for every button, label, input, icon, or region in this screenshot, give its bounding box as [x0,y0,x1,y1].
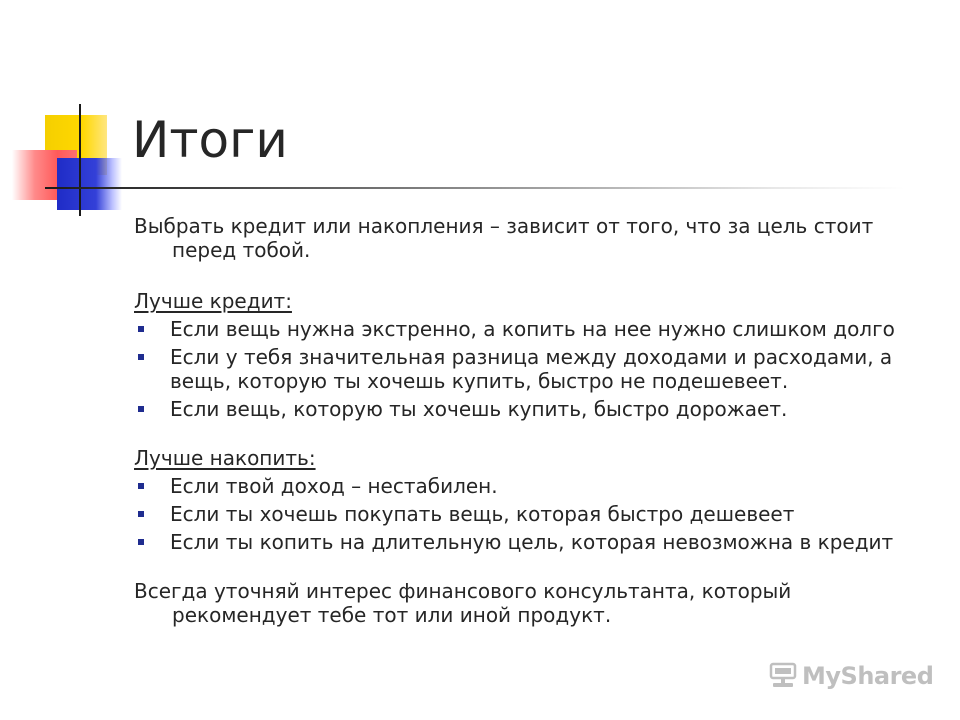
credit-list [134,317,934,421]
bullet-square-icon [138,511,144,517]
watermark-text: MyShared [802,662,934,690]
slide-content [134,214,934,627]
list-item-text: Если ты хочешь покупать вещь, которая быстро дешевеет [170,502,795,526]
savings-list [134,474,934,554]
list-item [134,502,934,526]
bullet-square-icon [138,406,144,412]
list-item [134,397,934,421]
bullet-square-icon [138,326,144,332]
myshared-logo-icon [768,662,798,690]
savings-heading: Лучше накопить: [134,446,316,470]
watermark [768,658,933,694]
list-item [134,345,934,393]
list-item-text: Если вещь, которую ты хочешь купить, быстро дорожает. [170,397,788,421]
decor-vertical-line [79,104,81,216]
bullet-square-icon [138,354,144,360]
list-item [134,530,934,554]
list-item-text: Если вещь нужна экстренно, а копить на нее нужно слишком долго [170,317,895,341]
bullet-square-icon [138,539,144,545]
list-item-text: Если ты копить на длительную цель, которая невозможна в кредит [170,530,894,554]
list-item-text: Если у тебя значительная разница между доходами и расходами, а вещь, которую ты хочешь купить, быстро не подешевеет. [170,345,893,393]
intro-paragraph: Выбрать кредит или накопления – зависит от того, что за цель стоит перед тобой. [134,214,874,262]
bullet-square-icon [138,483,144,489]
list-item [134,474,934,498]
credit-heading: Лучше кредит: [134,289,292,313]
list-item-text: Если твой доход – нестабилен. [170,474,498,498]
title-underline [45,187,905,189]
slide-title: Итоги [132,111,288,169]
list-item [134,317,934,341]
decor-blue-square [57,158,122,210]
footer-paragraph: Всегда уточняй интерес финансового консультанта, который рекомендует тебе тот или иной продукт. [134,579,792,627]
